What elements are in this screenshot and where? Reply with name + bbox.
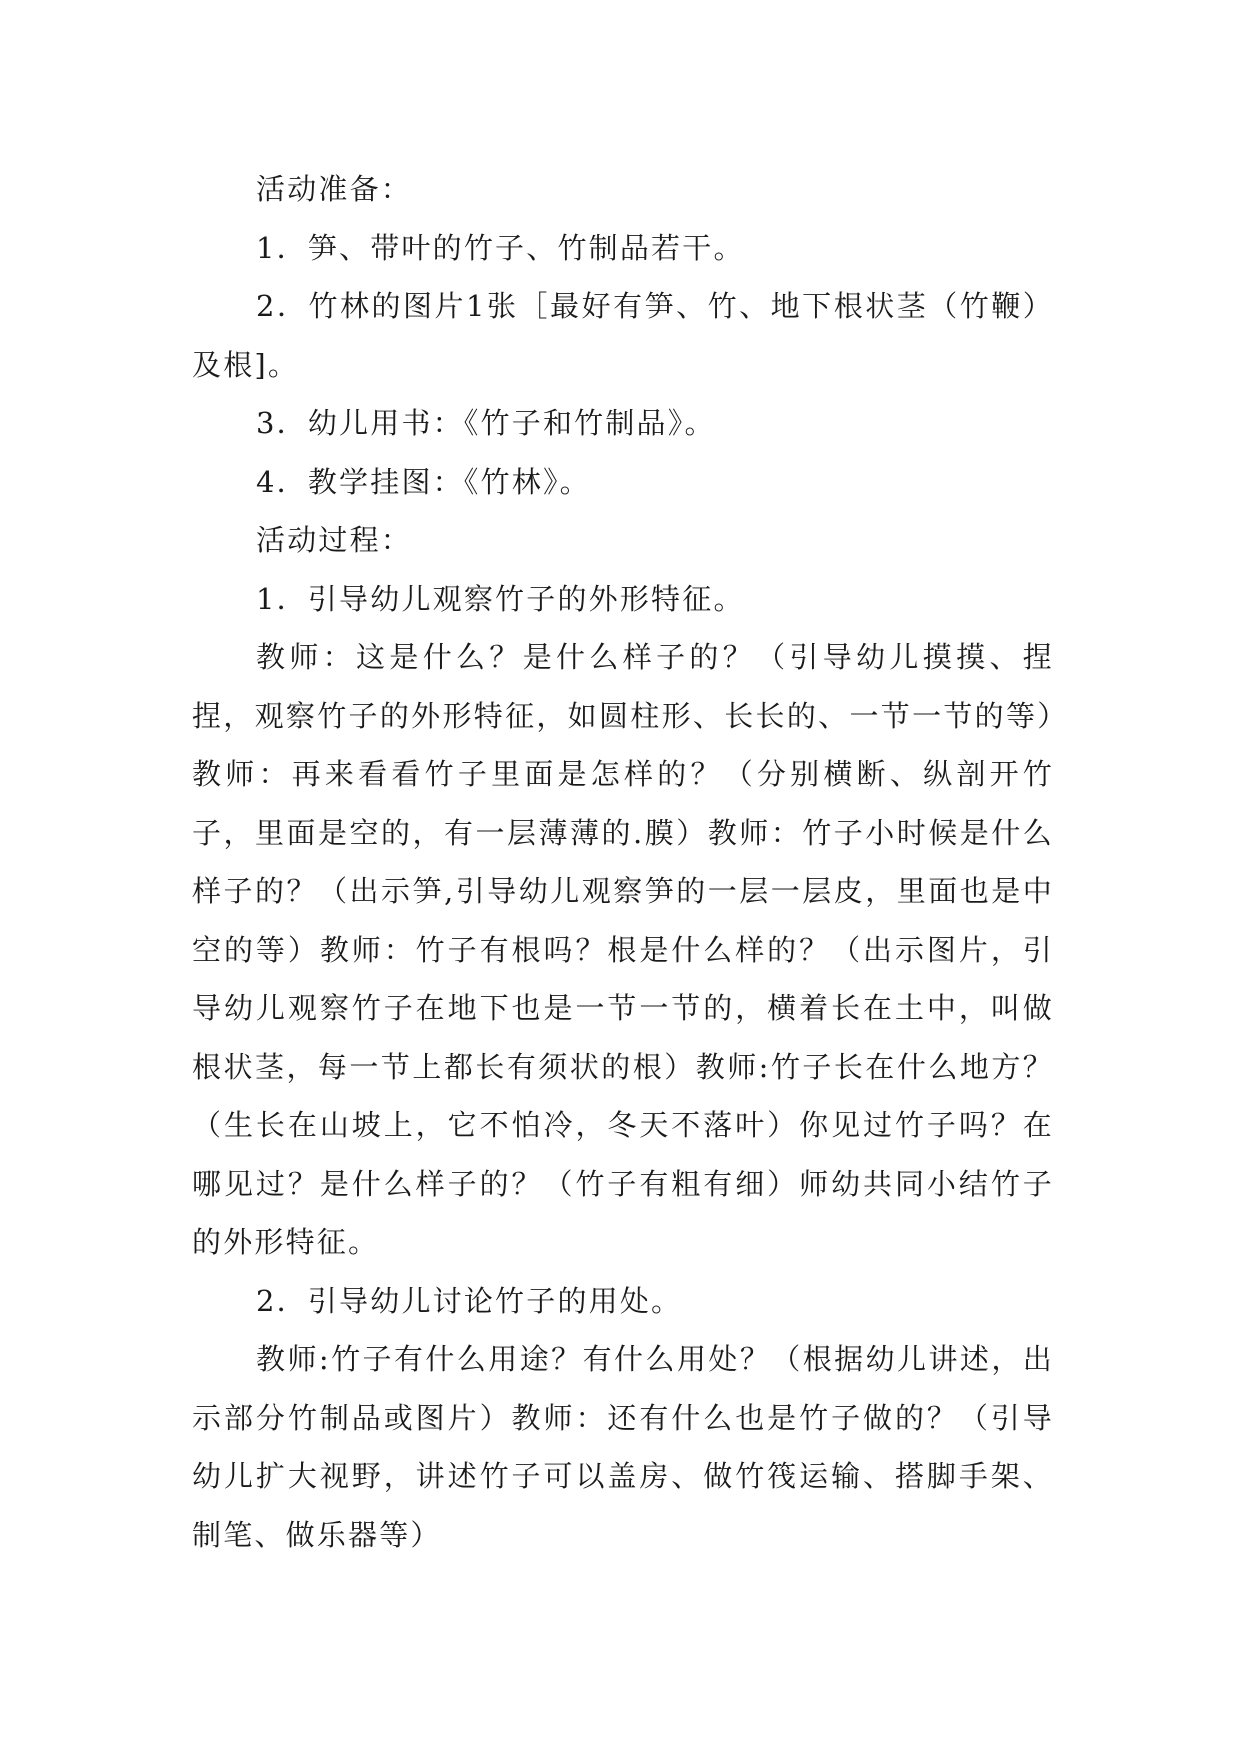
document-body: [192, 160, 1054, 1564]
preparation-item-2: 2．竹林的图片1张［最好有笋、竹、地下根状茎（竹鞭）及根]。: [192, 289, 1054, 382]
activity-preparation-heading: 活动准备：: [256, 172, 413, 206]
activity-process-heading: 活动过程：: [256, 523, 413, 557]
preparation-item-4: 4．教学挂图：《竹林》。: [256, 464, 591, 499]
step-1-title: 1．引导幼儿观察竹子的外形特征。: [256, 581, 745, 616]
preparation-item-3: 3．幼儿用书：《竹子和竹制品》。: [256, 406, 716, 440]
step-2-title: 2．引导幼儿讨论竹子的用处。: [256, 1283, 683, 1318]
step-2-body: 教师:竹子有什么用途？有什么用处？（根据幼儿讲述，出示部分竹制品或图片）教师：还有什么也是竹子做的？（引导幼儿扩大视野，讲述竹子可以盖房、做竹筏运输、搭脚手架、制笔、做乐器等）: [192, 1342, 1054, 1552]
preparation-item-1: 1．笋、带叶的竹子、竹制品若干。: [256, 230, 745, 265]
step-1-body: 教师：这是什么？是什么样子的？（引导幼儿摸摸、捏捏，观察竹子的外形特征，如圆柱形、长长的、一节一节的等）教师：再来看看竹子里面是怎样的？（分别横断、纵剖开竹子，里面是空的，有一层薄薄的.膜）教师：竹子小时候是什么样子的？（出示笋,引导幼儿观察笋的一层一层皮，里面也是中空的等）教师：竹子有根吗？根是什么样的？（出示图片，引导幼儿观察竹子在地下也是一节一节的，横着长在土中，叫做根状茎，每一节上都长有须状的根）教师:竹子长在什么地方？（生长在山坡上，它不怕冷，冬天不落叶）你见过竹子吗？在哪见过？是什么样子的？（竹子有粗有细）师幼共同小结竹子的外形特征。: [192, 640, 1054, 1259]
